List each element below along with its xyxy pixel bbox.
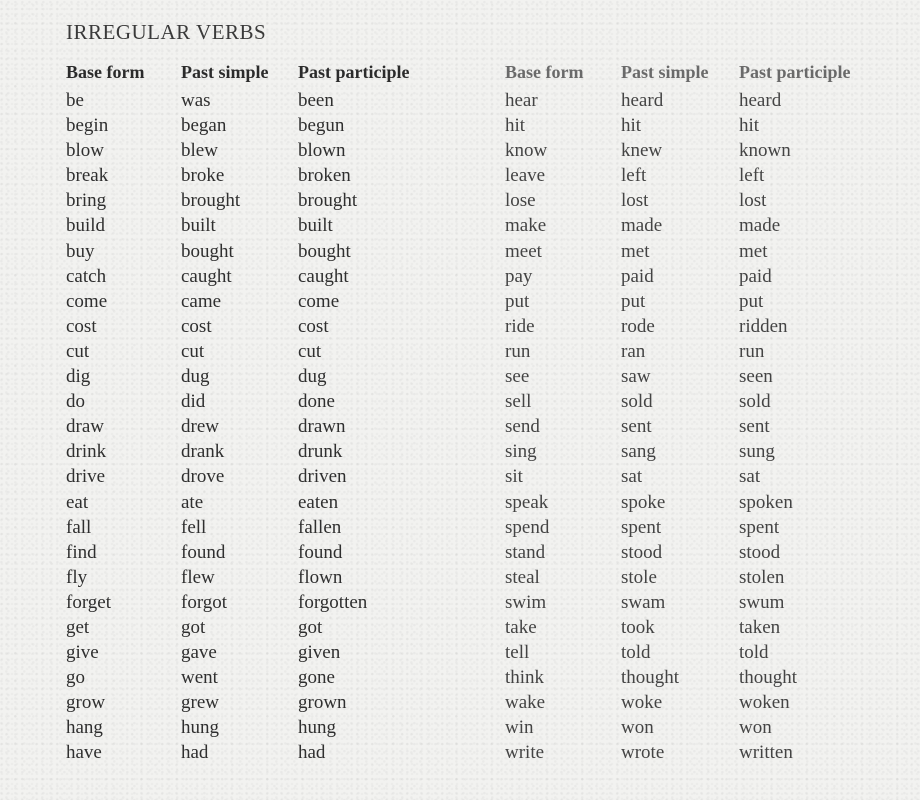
base-form-cell: buy <box>66 240 95 262</box>
past-participle-cell: hit <box>739 115 760 137</box>
base-form-cell: cost <box>66 315 97 337</box>
base-form-cell: win <box>505 717 534 739</box>
past-simple-cell: sold <box>621 391 653 413</box>
base-form-cell: lose <box>505 190 536 212</box>
base-form-cell: stand <box>505 541 546 563</box>
base-form-cell: spend <box>505 516 550 538</box>
table-row <box>505 289 889 314</box>
base-form-cell: fall <box>66 516 92 538</box>
past-participle-cell: taken <box>739 616 781 638</box>
past-participle-cell: made <box>739 215 781 237</box>
past-simple-cell: caught <box>181 265 232 287</box>
table-row <box>66 364 438 389</box>
table-row <box>505 88 889 113</box>
table-row <box>66 239 438 264</box>
past-participle-cell: swum <box>739 591 785 613</box>
table-row <box>66 615 438 640</box>
base-form-cell: ride <box>505 315 535 337</box>
past-simple-cell: rode <box>621 315 655 337</box>
base-form-cell: grow <box>66 692 106 714</box>
past-simple-cell: spent <box>621 516 662 538</box>
past-simple-cell: built <box>181 215 216 237</box>
base-form-cell: find <box>66 541 97 563</box>
past-simple-cell: woke <box>621 692 663 714</box>
table-row <box>505 163 889 188</box>
past-simple-cell: drank <box>181 441 225 463</box>
past-participle-cell: eaten <box>298 491 339 513</box>
table-row <box>66 339 438 364</box>
past-participle-cell: met <box>739 240 768 262</box>
table-row <box>505 640 889 665</box>
past-participle-cell: sat <box>739 466 761 488</box>
past-simple-cell: dug <box>181 366 210 388</box>
past-simple-cell: brought <box>181 190 241 212</box>
past-participle-cell: told <box>739 642 769 664</box>
past-simple-cell: heard <box>621 90 664 111</box>
table-row <box>505 213 889 238</box>
base-form-cell: put <box>505 290 530 312</box>
past-participle-cell: brought <box>298 190 358 212</box>
past-simple-cell: was <box>181 90 211 111</box>
table-row <box>66 590 438 615</box>
past-simple-cell: left <box>621 165 647 187</box>
past-participle-cell: driven <box>298 466 347 488</box>
past-simple-cell: forgot <box>181 591 228 613</box>
table-row <box>505 264 889 289</box>
table-row <box>505 740 889 765</box>
past-simple-cell: drove <box>181 466 225 488</box>
past-simple-cell: took <box>621 616 655 638</box>
base-form-cell: give <box>66 642 99 664</box>
past-simple-cell: saw <box>621 366 651 388</box>
past-participle-cell: dug <box>298 366 327 388</box>
past-participle-cell: sold <box>739 391 771 413</box>
base-form-cell: hang <box>66 717 103 739</box>
past-participle-cell: ridden <box>739 315 788 337</box>
header-base-form: Base form <box>505 62 584 82</box>
past-participle-cell: spoken <box>739 491 793 513</box>
past-simple-cell: stood <box>621 541 663 563</box>
table-row <box>505 464 889 489</box>
past-simple-cell: knew <box>621 140 663 162</box>
past-participle-cell: stolen <box>739 566 785 588</box>
header-base-form: Base form <box>66 62 145 82</box>
table-row <box>66 690 438 715</box>
base-form-cell: get <box>66 616 90 638</box>
header-past-simple: Past simple <box>621 62 709 82</box>
past-participle-cell: thought <box>739 667 798 689</box>
past-participle-cell: lost <box>739 190 767 212</box>
table-row <box>66 314 438 339</box>
past-participle-cell: drawn <box>298 416 346 438</box>
header-past-participle: Past participle <box>739 62 851 82</box>
table-body <box>66 88 438 766</box>
past-simple-cell: made <box>621 215 663 237</box>
past-simple-cell: thought <box>621 667 680 689</box>
table-row <box>66 389 438 414</box>
past-simple-cell: drew <box>181 416 219 438</box>
base-form-cell: make <box>505 215 547 237</box>
table-row <box>66 464 438 489</box>
past-simple-cell: cut <box>181 340 205 362</box>
past-simple-cell: hung <box>181 717 219 739</box>
past-simple-cell: did <box>181 391 206 413</box>
table-row <box>66 565 438 590</box>
past-participle-cell: built <box>298 215 333 237</box>
base-form-cell: think <box>505 667 545 689</box>
base-form-cell: take <box>505 616 537 638</box>
table-header <box>505 62 889 86</box>
past-simple-cell: sang <box>621 441 656 463</box>
base-form-cell: build <box>66 215 106 237</box>
base-form-cell: have <box>66 742 102 764</box>
past-simple-cell: ate <box>181 491 204 513</box>
past-simple-cell: blew <box>181 140 218 162</box>
past-participle-cell: forgotten <box>298 591 368 613</box>
base-form-cell: hit <box>505 115 526 137</box>
base-form-cell: pay <box>505 265 533 287</box>
past-participle-cell: gone <box>298 667 335 689</box>
base-form-cell: draw <box>66 416 104 438</box>
past-participle-cell: done <box>298 391 335 413</box>
base-form-cell: go <box>66 667 85 689</box>
past-simple-cell: ran <box>621 340 646 362</box>
base-form-cell: speak <box>505 491 549 513</box>
table-row <box>66 665 438 690</box>
past-participle-cell: got <box>298 616 323 638</box>
table-row <box>505 615 889 640</box>
base-form-cell: know <box>505 140 548 162</box>
past-participle-cell: paid <box>739 265 772 287</box>
past-participle-cell: had <box>298 742 326 764</box>
base-form-cell: eat <box>66 491 89 513</box>
table-row <box>505 665 889 690</box>
base-form-cell: leave <box>505 165 546 187</box>
base-form-cell: be <box>66 90 84 111</box>
table-row <box>505 439 889 464</box>
base-form-cell: come <box>66 290 108 312</box>
table-row <box>505 339 889 364</box>
table-row <box>66 163 438 188</box>
past-participle-cell: blown <box>298 140 346 162</box>
base-form-cell: sing <box>505 441 537 463</box>
past-simple-cell: met <box>621 240 650 262</box>
past-participle-cell: drunk <box>298 441 343 463</box>
base-form-cell: hear <box>505 90 538 111</box>
past-participle-cell: broken <box>298 165 351 187</box>
table-body <box>505 88 889 766</box>
past-simple-cell: got <box>181 616 206 638</box>
table-row <box>66 490 438 515</box>
table-row <box>66 188 438 213</box>
past-participle-cell: flown <box>298 566 343 588</box>
past-participle-cell: cut <box>298 340 322 362</box>
past-simple-cell: began <box>181 115 227 137</box>
base-form-cell: run <box>505 340 531 362</box>
table-row <box>66 715 438 740</box>
past-simple-cell: hit <box>621 115 642 137</box>
base-form-cell: sell <box>505 391 532 413</box>
past-simple-cell: lost <box>621 190 649 212</box>
past-simple-cell: found <box>181 541 226 563</box>
past-simple-cell: swam <box>621 591 666 613</box>
table-row <box>66 540 438 565</box>
table-row <box>505 389 889 414</box>
table-row <box>66 289 438 314</box>
verb-table-right <box>505 62 889 766</box>
table-row <box>505 364 889 389</box>
past-simple-cell: fell <box>181 516 207 538</box>
past-simple-cell: stole <box>621 566 657 588</box>
past-participle-cell: left <box>739 165 765 187</box>
past-simple-cell: spoke <box>621 491 666 513</box>
page-title: IRREGULAR VERBS <box>66 20 267 44</box>
table-row <box>505 715 889 740</box>
past-participle-cell: put <box>739 290 764 312</box>
base-form-cell: dig <box>66 366 91 388</box>
past-simple-cell: told <box>621 642 651 664</box>
table-row <box>505 113 889 138</box>
past-participle-cell: stood <box>739 541 781 563</box>
table-row <box>505 565 889 590</box>
base-form-cell: fly <box>66 566 88 588</box>
base-form-cell: tell <box>505 642 530 664</box>
table-row <box>66 88 438 113</box>
past-participle-cell: known <box>739 140 791 162</box>
table-row <box>66 414 438 439</box>
base-form-cell: see <box>505 366 530 388</box>
past-participle-cell: sung <box>739 441 775 463</box>
table-row <box>505 515 889 540</box>
past-participle-cell: hung <box>298 717 336 739</box>
base-form-cell: cut <box>66 340 90 362</box>
past-participle-cell: been <box>298 90 334 111</box>
past-simple-cell: went <box>181 667 218 689</box>
past-participle-cell: spent <box>739 516 780 538</box>
table-row <box>66 740 438 765</box>
base-form-cell: blow <box>66 140 104 162</box>
past-simple-cell: won <box>621 717 654 739</box>
past-participle-cell: bought <box>298 240 351 262</box>
base-form-cell: drive <box>66 466 106 488</box>
verb-table-left <box>66 62 438 766</box>
table-row <box>66 515 438 540</box>
past-participle-cell: fallen <box>298 516 342 538</box>
past-simple-cell: broke <box>181 165 225 187</box>
table-header <box>66 62 438 86</box>
base-form-cell: sit <box>505 466 523 488</box>
base-form-cell: begin <box>66 115 109 137</box>
table-row <box>505 239 889 264</box>
table-row <box>505 414 889 439</box>
past-simple-cell: grew <box>181 692 219 714</box>
table-row <box>66 138 438 163</box>
table-row <box>505 138 889 163</box>
base-form-cell: wake <box>505 692 546 714</box>
table-row <box>505 690 889 715</box>
base-form-cell: forget <box>66 591 112 613</box>
past-participle-cell: run <box>739 340 765 362</box>
past-simple-cell: cost <box>181 315 212 337</box>
base-form-cell: meet <box>505 240 542 262</box>
past-participle-cell: caught <box>298 265 349 287</box>
header-past-participle: Past participle <box>298 62 410 82</box>
table-row <box>66 213 438 238</box>
table-row <box>505 590 889 615</box>
table-row <box>505 314 889 339</box>
past-participle-cell: come <box>298 290 340 312</box>
base-form-cell: do <box>66 391 85 413</box>
past-simple-cell: had <box>181 742 209 764</box>
table-row <box>505 188 889 213</box>
past-simple-cell: sat <box>621 466 643 488</box>
base-form-cell: bring <box>66 190 107 212</box>
table-row <box>66 113 438 138</box>
table-row <box>66 439 438 464</box>
past-simple-cell: bought <box>181 240 234 262</box>
past-participle-cell: begun <box>298 115 345 137</box>
past-participle-cell: given <box>298 642 341 664</box>
base-form-cell: steal <box>505 566 540 588</box>
past-participle-cell: seen <box>739 366 773 388</box>
base-form-cell: write <box>505 742 545 764</box>
table-row <box>66 640 438 665</box>
past-simple-cell: came <box>181 290 222 312</box>
table-row <box>66 264 438 289</box>
base-form-cell: swim <box>505 591 547 613</box>
past-simple-cell: put <box>621 290 646 312</box>
base-form-cell: send <box>505 416 540 438</box>
past-participle-cell: grown <box>298 692 347 714</box>
past-participle-cell: cost <box>298 315 329 337</box>
past-simple-cell: flew <box>181 566 215 588</box>
past-participle-cell: written <box>739 742 793 764</box>
past-simple-cell: wrote <box>621 742 665 764</box>
past-participle-cell: heard <box>739 90 782 111</box>
table-row <box>505 490 889 515</box>
past-participle-cell: woken <box>739 692 790 714</box>
base-form-cell: catch <box>66 265 107 287</box>
past-simple-cell: sent <box>621 416 652 438</box>
header-past-simple: Past simple <box>181 62 269 82</box>
past-participle-cell: won <box>739 717 772 739</box>
past-participle-cell: sent <box>739 416 770 438</box>
base-form-cell: drink <box>66 441 107 463</box>
past-simple-cell: gave <box>181 642 217 664</box>
table-row <box>505 540 889 565</box>
past-simple-cell: paid <box>621 265 654 287</box>
past-participle-cell: found <box>298 541 343 563</box>
base-form-cell: break <box>66 165 109 187</box>
